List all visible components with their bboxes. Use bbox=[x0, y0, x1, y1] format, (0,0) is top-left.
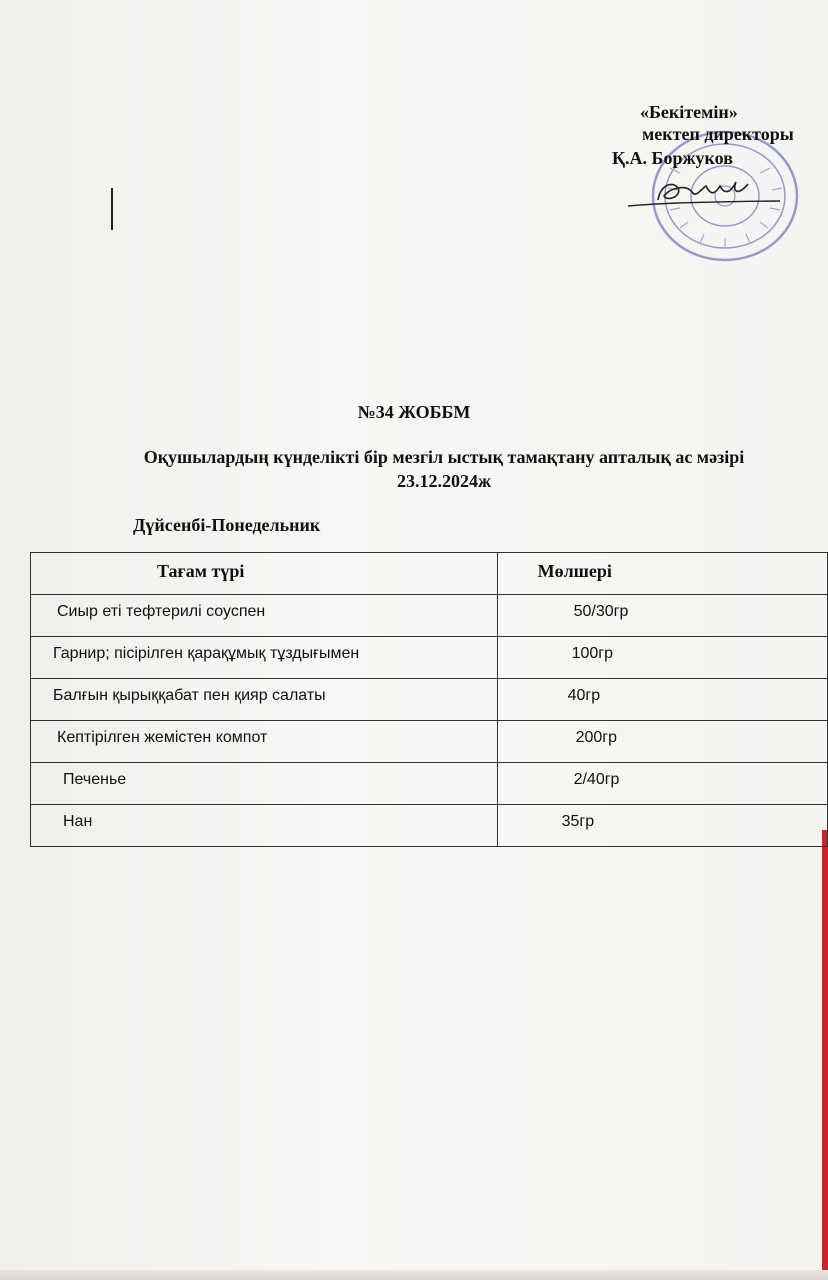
table-header-row bbox=[31, 553, 828, 595]
approval-label: «Бекітемін» bbox=[640, 102, 738, 122]
director-signature bbox=[620, 168, 790, 218]
red-folder-edge bbox=[822, 830, 828, 1270]
amount-cell: 100гр bbox=[497, 637, 827, 679]
amount-cell: 35гр bbox=[497, 805, 827, 847]
header-dish: Тағам түрі bbox=[31, 553, 498, 595]
header-amount: Мөлшері bbox=[497, 553, 827, 595]
menu-title-text: Оқушылардың күнделікті бір мезгіл ыстық тамақтану апталық ас мәзірі bbox=[143, 447, 745, 467]
director-title: мектеп директоры bbox=[642, 124, 794, 144]
menu-table bbox=[30, 552, 828, 847]
dish-cell: Печенье bbox=[31, 763, 498, 805]
school-name: №34 ЖОББМ bbox=[357, 402, 471, 422]
table-row bbox=[31, 721, 828, 763]
pen-mark bbox=[111, 188, 113, 230]
dish-cell: Кептірілген жемістен компот bbox=[31, 721, 498, 763]
amount-cell: 200гр bbox=[497, 721, 827, 763]
table-row bbox=[31, 763, 828, 805]
menu-title bbox=[30, 445, 828, 493]
dish-cell: Нан bbox=[31, 805, 498, 847]
table-row bbox=[31, 637, 828, 679]
table-row bbox=[31, 595, 828, 637]
amount-cell: 50/30гр bbox=[497, 595, 827, 637]
day-heading: Дүйсенбі-Понедельник bbox=[133, 515, 321, 535]
table-row bbox=[31, 805, 828, 847]
dish-cell: Сиыр еті тефтерилі соуспен bbox=[31, 595, 498, 637]
amount-cell: 2/40гр bbox=[497, 763, 827, 805]
amount-cell: 40гр bbox=[497, 679, 827, 721]
table-row bbox=[31, 679, 828, 721]
page-bottom-edge bbox=[0, 1270, 828, 1280]
menu-date: 23.12.2024ж bbox=[396, 471, 492, 491]
dish-cell: Балғын қырыққабат пен қияр салаты bbox=[31, 679, 498, 721]
director-name: Қ.А. Боржуков bbox=[612, 148, 733, 168]
dish-cell: Гарнир; пісірілген қарақұмық тұздығымен bbox=[31, 637, 498, 679]
